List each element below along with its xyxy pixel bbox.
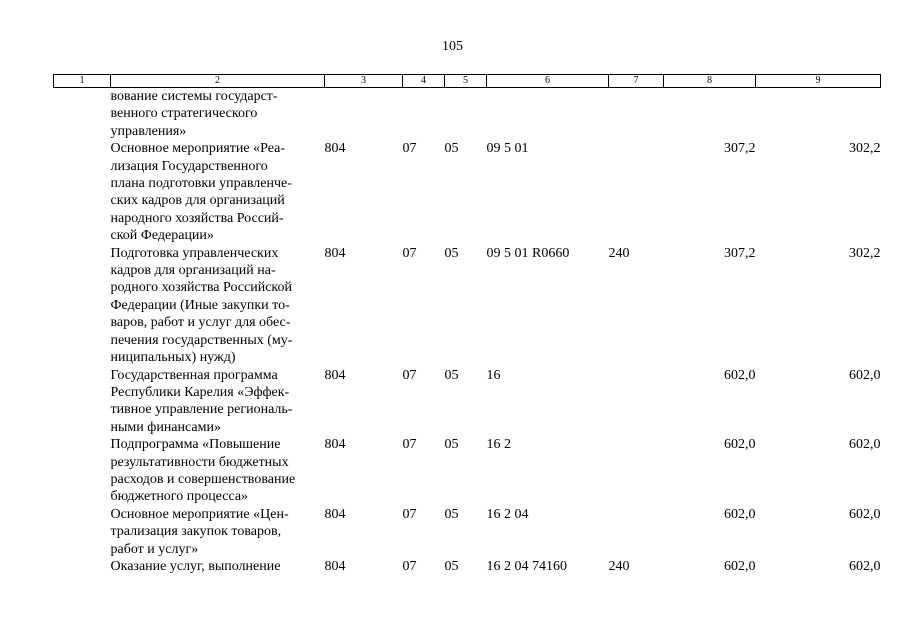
column-header: 5 (445, 75, 487, 88)
subsection-code-cell: 05 (444, 141, 459, 157)
target-article-code-cell: 09 5 01 R0660 (486, 245, 570, 261)
expense-name-line: управления» (110, 123, 187, 139)
gu-code-cell: 804 (324, 506, 346, 522)
section-code-cell (403, 88, 445, 141)
expense-name-cell (111, 436, 325, 506)
expense-name-line: Оказание услуг, выполнение (110, 558, 281, 574)
column-header: 3 (325, 75, 403, 88)
column-header: 8 (664, 75, 756, 88)
column-header: 6 (487, 75, 609, 88)
expense-name-line: ской Федерации» (110, 228, 214, 244)
target-article-code-cell: 16 (486, 367, 501, 383)
gu-code-cell: 804 (324, 245, 346, 261)
section-code-cell: 07 (402, 245, 417, 261)
section-code-cell: 07 (402, 558, 417, 574)
page-number: 105 (442, 39, 463, 54)
target-article-code-cell: 16 2 (486, 437, 511, 453)
expense-type-code-cell (609, 88, 664, 141)
expense-name-line: трализация закупок товаров, (110, 524, 282, 540)
amount-year-1-cell: 307,2 (724, 141, 756, 157)
expense-name-cell (111, 367, 325, 437)
target-article-code-cell (487, 88, 609, 141)
subsection-code-cell: 05 (444, 367, 459, 383)
expense-name-line: варов, работ и услуг для обес- (110, 315, 291, 331)
expense-name-line: ских кадров для организаций (110, 193, 285, 209)
expense-name-line: кадров для организаций на- (110, 263, 276, 279)
row-number-cell (54, 245, 111, 367)
expense-name-line: Основное мероприятие «Реа- (110, 141, 285, 157)
expense-type-code-cell (609, 367, 664, 437)
column-number-row (54, 75, 881, 88)
amount-year-1-cell: 307,2 (724, 245, 756, 261)
amount-year-2-cell: 602,0 (849, 367, 881, 383)
expense-type-code-cell (609, 436, 664, 506)
target-article-code-cell: 16 2 04 74160 (486, 558, 567, 574)
subsection-code-cell: 05 (444, 245, 459, 261)
expense-name-line: родного хозяйства Российской (110, 280, 293, 296)
subsection-code-cell: 05 (444, 437, 459, 453)
target-article-code-cell: 16 2 04 (486, 506, 529, 522)
amount-year-2-cell: 302,2 (849, 141, 881, 157)
row-number-cell (54, 436, 111, 506)
expense-name-line: вование системы государст- (110, 89, 278, 104)
amount-year-2-cell: 602,0 (849, 506, 881, 522)
section-code-cell: 07 (402, 506, 417, 522)
expense-name-line: результативности бюджетных (110, 454, 289, 470)
amount-year-1-cell (664, 88, 756, 141)
expense-name-line: лизация Государственного (110, 158, 268, 174)
amount-year-1-cell: 602,0 (724, 367, 756, 383)
amount-year-2-cell: 302,2 (849, 245, 881, 261)
amount-year-2-cell: 602,0 (849, 437, 881, 453)
expense-name-cell (111, 558, 325, 575)
table-row (54, 140, 881, 244)
column-header: 7 (609, 75, 664, 88)
expense-name-line: венного стратегического (110, 106, 258, 122)
expense-name-line: Подпрограмма «Повышение (110, 437, 281, 453)
row-number-cell (54, 558, 111, 575)
table-row (54, 245, 881, 367)
table-row (54, 367, 881, 437)
expense-name-line: Подготовка управленческих (110, 245, 279, 261)
gu-code-cell: 804 (324, 367, 346, 383)
column-header: 2 (111, 75, 325, 88)
column-header: 4 (403, 75, 445, 88)
expense-name-line: Республики Карелия «Эффек- (110, 384, 290, 400)
target-article-code-cell: 09 5 01 (486, 141, 529, 157)
section-code-cell: 07 (402, 437, 417, 453)
row-number-cell (54, 367, 111, 437)
expense-type-code-cell: 240 (608, 245, 630, 261)
table-row (54, 506, 881, 558)
column-header: 1 (54, 75, 111, 88)
expense-name-line: народного хозяйства Россий- (110, 210, 284, 226)
table-body (54, 88, 881, 576)
expense-name-line: бюджетного процесса» (110, 489, 249, 505)
amount-year-1-cell: 602,0 (724, 437, 756, 453)
expense-name-line: ниципальных) нужд) (110, 350, 236, 366)
expense-name-cell (111, 88, 325, 141)
row-number-cell (54, 88, 111, 141)
gu-code-cell (325, 88, 403, 141)
table-row (54, 436, 881, 506)
subsection-code-cell: 05 (444, 558, 459, 574)
table-row (54, 558, 881, 575)
expense-name-line: Федерации (Иные закупки то- (110, 297, 290, 313)
expense-name-line: расходов и совершенствование (110, 471, 296, 487)
subsection-code-cell: 05 (444, 506, 459, 522)
expense-type-code-cell (609, 140, 664, 244)
expense-name-cell (111, 140, 325, 244)
expense-name-line: Государственная программа (110, 367, 278, 383)
amount-year-1-cell: 602,0 (724, 558, 756, 574)
amount-year-1-cell: 602,0 (724, 506, 756, 522)
row-number-cell (54, 506, 111, 558)
section-code-cell: 07 (402, 367, 417, 383)
amount-year-2-cell: 602,0 (849, 558, 881, 574)
expense-type-code-cell: 240 (608, 558, 630, 574)
expense-name-line: печения государственных (му- (110, 332, 293, 348)
gu-code-cell: 804 (324, 437, 346, 453)
budget-table (53, 74, 881, 575)
expense-name-line: тивное управление региональ- (110, 402, 293, 418)
expense-name-line: Основное мероприятие «Цен- (110, 506, 289, 522)
expense-name-cell (111, 245, 325, 367)
expense-name-line: плана подготовки управленче- (110, 176, 292, 192)
subsection-code-cell (445, 88, 487, 141)
amount-year-2-cell (756, 88, 881, 141)
expense-name-line: ными финансами» (110, 419, 221, 435)
section-code-cell: 07 (402, 141, 417, 157)
gu-code-cell: 804 (324, 558, 346, 574)
row-number-cell (54, 140, 111, 244)
gu-code-cell: 804 (324, 141, 346, 157)
expense-name-cell (111, 506, 325, 558)
table-row (54, 88, 881, 141)
expense-name-line: работ и услуг» (110, 541, 199, 557)
column-header: 9 (756, 75, 881, 88)
expense-type-code-cell (609, 506, 664, 558)
